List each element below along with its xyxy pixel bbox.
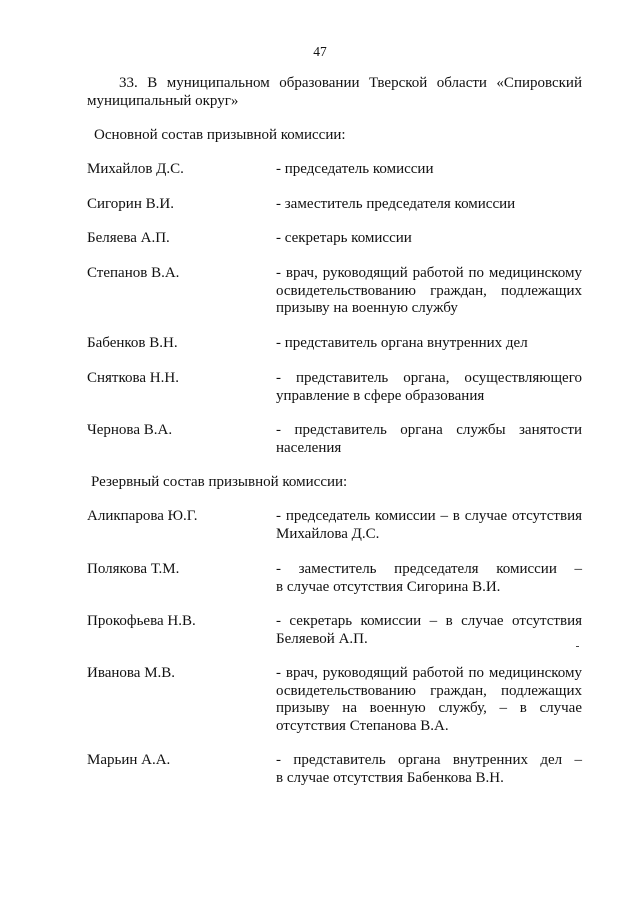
main-composition-title: Основной состав призывной комиссии:: [94, 127, 346, 143]
page-number: 47: [313, 44, 327, 59]
role-line: - представитель органа службы занятости: [276, 422, 582, 438]
section-heading: [87, 74, 582, 110]
heading-line-2: муниципальный округ»: [87, 93, 239, 109]
role-line: освидетельствованию граждан, подлежащих: [276, 282, 582, 299]
member-role: [276, 265, 582, 318]
member-role: [276, 665, 582, 735]
member-name: Марьин А.А.: [87, 752, 171, 768]
member-role: [276, 335, 582, 353]
member-name: Прокофьева Н.В.: [87, 613, 196, 629]
member-name: Иванова М.В.: [87, 665, 176, 681]
member-role: [276, 370, 582, 405]
member-name: Аликпарова Ю.Г.: [87, 508, 198, 524]
role-line: - секретарь комиссии – в случае отсутствия: [276, 613, 582, 629]
role-line: в случае отсутствия Сигорина В.И.: [276, 578, 501, 595]
role-line: Михайлова Д.С.: [276, 525, 380, 542]
member-role: [276, 508, 582, 543]
role-line: призыву на военную службу: [276, 300, 458, 316]
member-role: [276, 422, 582, 457]
member-name: Беляева А.П.: [87, 230, 170, 246]
role-line: - председатель комиссии: [276, 161, 434, 177]
role-line: - врач, руководящий работой по медицинскому: [276, 665, 582, 681]
member-name: Сняткова Н.Н.: [87, 370, 179, 386]
member-name: Чернова В.А.: [87, 422, 173, 438]
member-name: Степанов В.А.: [87, 265, 180, 281]
role-line: - заместитель председателя комиссии –: [276, 561, 582, 577]
member-role: [276, 196, 582, 214]
role-line: - секретарь комиссии: [276, 230, 412, 246]
role-line: - врач, руководящий работой по медицинскому: [276, 265, 582, 281]
role-line: отсутствия Степанова В.А.: [276, 717, 449, 734]
role-line: в случае отсутствия Бабенкова В.Н.: [276, 769, 504, 786]
member-name: Полякова Т.М.: [87, 561, 180, 577]
heading-line-1: 33. В муниципальном образовании Тверской области «Спировский: [119, 75, 582, 91]
reserve-composition-title: Резервный состав призывной комиссии:: [91, 474, 348, 490]
member-role: [276, 161, 582, 179]
member-role: [276, 561, 582, 596]
member-name: Сигорин В.И.: [87, 196, 174, 212]
role-line: управление в сфере образования: [276, 387, 485, 404]
role-line: - председатель комиссии – в случае отсутствия: [276, 508, 582, 524]
stray-mark: [576, 646, 579, 647]
member-role: [276, 230, 582, 248]
member-role: [276, 613, 582, 648]
member-name: Бабенков В.Н.: [87, 335, 178, 351]
role-line: населения: [276, 439, 342, 456]
role-line: - представитель органа внутренних дел –: [276, 752, 582, 768]
role-line: - представитель органа, осуществляющего: [276, 370, 582, 386]
member-name: Михайлов Д.С.: [87, 161, 184, 177]
role-line: - представитель органа внутренних дел: [276, 335, 528, 351]
role-line: Беляевой А.П.: [276, 630, 368, 647]
role-line: призыву на военную службу, – в случае: [276, 700, 582, 716]
member-role: [276, 752, 582, 787]
role-line: - заместитель председателя комиссии: [276, 196, 516, 212]
role-line: освидетельствованию граждан, подлежащих: [276, 682, 582, 699]
